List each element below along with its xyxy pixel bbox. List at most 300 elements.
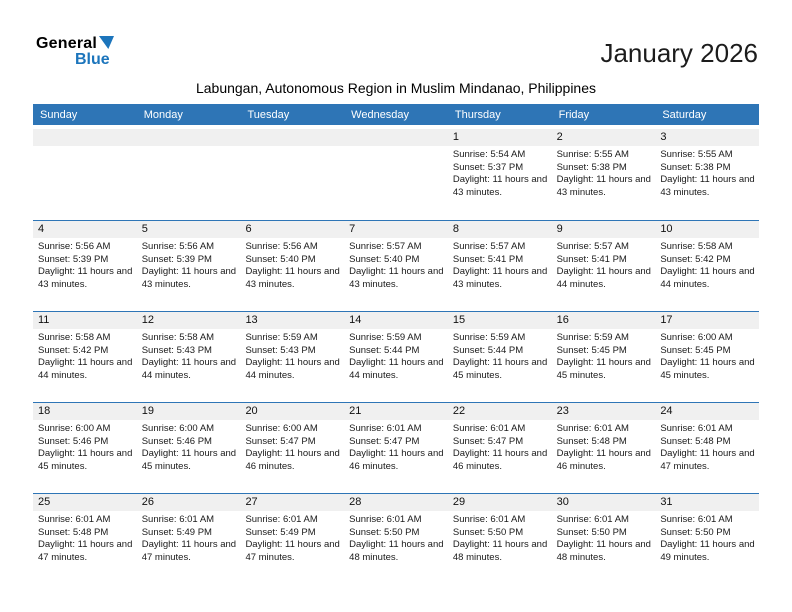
logo-triangle-icon	[99, 36, 114, 49]
day-cell	[655, 312, 759, 402]
day-details	[240, 146, 344, 149]
sunset-line-value: 5:46 PM	[176, 435, 212, 447]
day-number: 11	[33, 312, 137, 329]
sunrise-line-label: Sunrise:	[660, 332, 696, 343]
daylight-line	[557, 266, 653, 291]
sunrise-line-label: Sunrise:	[38, 514, 73, 525]
day-number: 29	[448, 494, 552, 511]
daylight-line-value: 11 hours and 44 minutes.	[349, 357, 444, 381]
day-cell	[448, 221, 552, 311]
daylight-line-label: Daylight:	[452, 266, 490, 277]
week-row	[33, 402, 759, 493]
daylight-line	[557, 357, 653, 382]
day-details	[137, 511, 241, 564]
sunset-line-value: 5:44 PM	[487, 344, 524, 356]
daylight-line-value: 11 hours and 46 minutes.	[452, 448, 548, 472]
daylight-line-value: 11 hours and 44 minutes.	[38, 357, 133, 381]
sunrise-line-label: Sunrise:	[452, 514, 488, 525]
sunrise-line-label: Sunrise:	[556, 514, 592, 525]
week-row	[33, 311, 759, 402]
sunrise-line-label: Sunrise:	[245, 332, 281, 343]
sunset-line	[453, 436, 549, 449]
sunrise-line	[142, 241, 238, 254]
day-details	[655, 420, 759, 473]
sunset-line	[660, 254, 756, 267]
sunset-line-label: Sunset:	[452, 435, 486, 447]
sunset-line-value: 5:37 PM	[487, 161, 524, 173]
day-details	[448, 146, 552, 199]
sunset-line-value: 5:44 PM	[384, 344, 420, 356]
daylight-line-value: 11 hours and 44 minutes.	[245, 357, 340, 381]
sunset-line	[557, 527, 653, 540]
daylight-line-value: 11 hours and 48 minutes.	[452, 539, 548, 563]
sunset-line-label: Sunset:	[452, 253, 486, 265]
sunrise-line	[38, 514, 134, 527]
day-number: 27	[240, 494, 344, 511]
sunrise-line	[142, 423, 238, 436]
day-cell	[240, 312, 344, 402]
weekday-header-saturday: Saturday	[662, 108, 707, 121]
day-number: 21	[344, 403, 448, 420]
day-details	[33, 146, 137, 149]
sunset-line	[349, 345, 445, 358]
sunset-line-label: Sunset:	[556, 344, 589, 356]
sunrise-line-value: 6:01 AM	[697, 514, 733, 525]
sunset-line	[453, 345, 549, 358]
sunset-line	[349, 436, 445, 449]
day-details	[137, 146, 241, 149]
sunset-line	[349, 527, 445, 540]
day-cell	[344, 221, 448, 311]
sunset-line-value: 5:39 PM	[72, 253, 109, 265]
sunset-line	[453, 162, 549, 175]
day-number: 25	[33, 494, 137, 511]
daylight-line	[142, 448, 238, 473]
day-number	[344, 129, 448, 146]
sunset-line	[142, 254, 238, 267]
sunrise-line	[38, 332, 134, 345]
sunrise-line-label: Sunrise:	[556, 423, 592, 434]
sunrise-line	[38, 241, 134, 254]
sunset-line-value: 5:49 PM	[280, 526, 316, 538]
weekday-header-tuesday: Tuesday	[247, 108, 290, 121]
sunrise-line-label: Sunrise:	[245, 514, 281, 525]
sunrise-line	[557, 514, 653, 527]
page-title: January 2026	[600, 38, 758, 68]
day-details	[655, 146, 759, 199]
day-number	[137, 129, 241, 146]
day-details	[240, 511, 344, 564]
sunset-line-label: Sunset:	[141, 344, 174, 356]
weekday-header-row	[33, 104, 759, 125]
day-details	[33, 238, 137, 291]
sunrise-line	[349, 332, 445, 345]
daylight-line	[660, 174, 756, 199]
sunrise-line-value: 6:01 AM	[386, 514, 422, 525]
daylight-line-value: 11 hours and 44 minutes.	[141, 357, 237, 381]
sunrise-line-value: 6:01 AM	[179, 514, 215, 525]
day-cell	[655, 403, 759, 493]
daylight-line-label: Daylight:	[245, 266, 283, 277]
sunrise-line	[349, 514, 445, 527]
sunset-line	[245, 527, 341, 540]
sunset-line-value: 5:41 PM	[487, 253, 524, 265]
sunrise-line-label: Sunrise:	[556, 241, 592, 252]
sunset-line	[557, 162, 653, 175]
daylight-line	[245, 448, 341, 473]
sunset-line-label: Sunset:	[349, 253, 382, 265]
day-details	[552, 146, 656, 199]
day-cell	[655, 129, 759, 220]
day-number: 14	[344, 312, 448, 329]
day-number: 24	[655, 403, 759, 420]
daylight-line-label: Daylight:	[452, 539, 490, 550]
sunrise-line-value: 5:56 AM	[75, 241, 111, 252]
sunrise-line-value: 6:00 AM	[179, 423, 215, 434]
sunrise-line	[245, 514, 341, 527]
day-cell	[344, 403, 448, 493]
sunrise-line-label: Sunrise:	[349, 332, 385, 343]
calendar	[33, 104, 759, 584]
sunset-line	[142, 436, 238, 449]
daylight-line-value: 11 hours and 43 minutes.	[245, 266, 340, 290]
sunrise-line	[557, 241, 653, 254]
sunrise-line	[453, 332, 549, 345]
sunrise-line-value: 6:01 AM	[697, 423, 733, 434]
day-number: 20	[240, 403, 344, 420]
day-details	[33, 511, 137, 564]
daylight-line-label: Daylight:	[452, 174, 490, 185]
daylight-line	[245, 357, 341, 382]
sunrise-line	[557, 149, 653, 162]
daylight-line	[38, 448, 134, 473]
daylight-line	[557, 174, 653, 199]
daylight-line-label: Daylight:	[452, 357, 490, 368]
daylight-line	[660, 448, 756, 473]
sunrise-line	[245, 332, 341, 345]
daylight-line	[660, 539, 756, 564]
sunrise-line	[557, 332, 653, 345]
sunset-line	[660, 162, 756, 175]
sunset-line-value: 5:48 PM	[591, 435, 627, 447]
day-cell	[137, 403, 241, 493]
sunset-line-label: Sunset:	[660, 526, 693, 538]
daylight-line-value: 11 hours and 45 minutes.	[38, 448, 133, 472]
sunrise-line-label: Sunrise:	[660, 514, 696, 525]
day-details	[344, 329, 448, 382]
daylight-line-value: 11 hours and 43 minutes.	[660, 174, 755, 198]
sunrise-line-label: Sunrise:	[141, 423, 177, 434]
daylight-line	[38, 539, 134, 564]
day-number: 28	[344, 494, 448, 511]
empty-day-cell	[240, 129, 344, 220]
daylight-line-label: Daylight:	[38, 539, 75, 550]
daylight-line-value: 11 hours and 43 minutes.	[38, 266, 133, 290]
day-cell	[344, 494, 448, 584]
sunset-line-label: Sunset:	[660, 344, 693, 356]
day-cell	[448, 129, 552, 220]
sunrise-line-value: 6:00 AM	[282, 423, 318, 434]
sunrise-line-value: 5:55 AM	[697, 149, 733, 160]
day-number: 31	[655, 494, 759, 511]
day-details	[552, 238, 656, 291]
day-number: 19	[137, 403, 241, 420]
sunset-line-label: Sunset:	[38, 435, 71, 447]
sunrise-line	[660, 423, 756, 436]
weekday-header-monday: Monday	[143, 108, 183, 121]
sunset-line-value: 5:47 PM	[280, 435, 316, 447]
sunset-line	[660, 527, 756, 540]
sunset-line-label: Sunset:	[452, 161, 486, 173]
sunset-line	[453, 254, 549, 267]
daylight-line	[660, 266, 756, 291]
sunrise-line-value: 6:01 AM	[282, 514, 318, 525]
daylight-line	[349, 448, 445, 473]
day-details	[655, 511, 759, 564]
daylight-line-value: 11 hours and 43 minutes.	[556, 174, 651, 198]
sunset-line	[349, 254, 445, 267]
daylight-line-label: Daylight:	[660, 539, 698, 550]
daylight-line-label: Daylight:	[660, 266, 698, 277]
sunrise-line-label: Sunrise:	[245, 241, 281, 252]
sunset-line-label: Sunset:	[452, 344, 486, 356]
sunset-line-label: Sunset:	[245, 253, 278, 265]
sunset-line-label: Sunset:	[349, 526, 382, 538]
daylight-line	[349, 357, 445, 382]
sunrise-line	[453, 241, 549, 254]
sunset-line	[142, 527, 238, 540]
sunset-line	[660, 345, 756, 358]
logo-row	[36, 36, 114, 52]
sunset-line-value: 5:38 PM	[591, 161, 627, 173]
sunrise-line	[660, 514, 756, 527]
sunset-line-value: 5:46 PM	[72, 435, 109, 447]
sunset-line-value: 5:42 PM	[72, 344, 109, 356]
sunrise-line-label: Sunrise:	[452, 241, 488, 252]
sunrise-line	[245, 423, 341, 436]
daylight-line-value: 11 hours and 48 minutes.	[349, 539, 444, 563]
sunset-line-value: 5:45 PM	[695, 344, 731, 356]
location-subtitle: Labungan, Autonomous Region in Muslim Mindanao, Philippines	[195, 80, 597, 96]
daylight-line-label: Daylight:	[141, 266, 179, 277]
day-cell	[655, 494, 759, 584]
sunrise-line-label: Sunrise:	[141, 332, 177, 343]
logo-text-general: General	[36, 35, 97, 52]
sunset-line-value: 5:43 PM	[176, 344, 212, 356]
daylight-line	[660, 357, 756, 382]
weekday-header-wednesday: Wednesday	[351, 108, 410, 121]
sunset-line-label: Sunset:	[349, 344, 382, 356]
daylight-line	[245, 266, 341, 291]
day-cell	[137, 221, 241, 311]
sunset-line-label: Sunset:	[141, 253, 174, 265]
sunrise-line-label: Sunrise:	[141, 241, 177, 252]
sunrise-line-label: Sunrise:	[556, 332, 592, 343]
weekday-header-friday: Friday	[558, 108, 590, 121]
daylight-line-label: Daylight:	[38, 266, 75, 277]
day-cell	[448, 312, 552, 402]
sunrise-line	[453, 149, 549, 162]
sunset-line-label: Sunset:	[556, 161, 589, 173]
daylight-line	[245, 539, 341, 564]
sunset-line-label: Sunset:	[660, 435, 693, 447]
daylight-line-label: Daylight:	[349, 539, 387, 550]
sunrise-line-value: 5:55 AM	[594, 149, 629, 160]
day-cell	[552, 403, 656, 493]
day-number: 5	[137, 221, 241, 238]
sunrise-line-value: 6:00 AM	[697, 332, 733, 343]
sunset-line	[38, 436, 134, 449]
sunset-line-value: 5:42 PM	[695, 253, 731, 265]
sunset-line	[142, 345, 238, 358]
sunset-line-label: Sunset:	[660, 161, 693, 173]
day-cell	[448, 494, 552, 584]
sunset-line-label: Sunset:	[245, 435, 278, 447]
sunset-line	[245, 345, 341, 358]
sunrise-line	[349, 241, 445, 254]
sunset-line-value: 5:47 PM	[487, 435, 524, 447]
sunrise-line-value: 5:56 AM	[282, 241, 318, 252]
daylight-line-value: 11 hours and 45 minutes.	[452, 357, 548, 381]
daylight-line-label: Daylight:	[245, 448, 283, 459]
daylight-line	[557, 539, 653, 564]
day-details	[137, 420, 241, 473]
sunrise-line-label: Sunrise:	[452, 332, 488, 343]
sunset-line-value: 5:47 PM	[384, 435, 420, 447]
sunset-line-value: 5:50 PM	[487, 526, 524, 538]
daylight-line-value: 11 hours and 43 minutes.	[452, 174, 548, 198]
day-number: 12	[137, 312, 241, 329]
day-number: 17	[655, 312, 759, 329]
sunrise-line-label: Sunrise:	[452, 423, 488, 434]
day-number: 9	[552, 221, 656, 238]
sunrise-line-label: Sunrise:	[141, 514, 177, 525]
sunrise-line-value: 5:57 AM	[490, 241, 526, 252]
sunrise-line	[142, 514, 238, 527]
day-number: 4	[33, 221, 137, 238]
day-number: 23	[552, 403, 656, 420]
sunset-line-value: 5:49 PM	[176, 526, 212, 538]
day-details	[344, 420, 448, 473]
day-number: 3	[655, 129, 759, 146]
daylight-line-label: Daylight:	[141, 539, 179, 550]
empty-day-cell	[33, 129, 137, 220]
day-number	[240, 129, 344, 146]
daylight-line-value: 11 hours and 48 minutes.	[556, 539, 651, 563]
daylight-line-label: Daylight:	[660, 357, 698, 368]
daylight-line	[142, 266, 238, 291]
day-cell	[137, 312, 241, 402]
sunrise-line-label: Sunrise:	[349, 423, 385, 434]
sunset-line-label: Sunset:	[141, 526, 174, 538]
day-details	[552, 511, 656, 564]
day-details	[240, 420, 344, 473]
sunrise-line-label: Sunrise:	[349, 514, 385, 525]
sunset-line-label: Sunset:	[38, 253, 71, 265]
daylight-line-label: Daylight:	[556, 357, 594, 368]
day-cell	[240, 221, 344, 311]
week-row	[33, 493, 759, 584]
week-row	[33, 220, 759, 311]
sunset-line	[245, 254, 341, 267]
logo	[36, 36, 114, 68]
daylight-line-value: 11 hours and 44 minutes.	[660, 266, 755, 290]
sunset-line-label: Sunset:	[556, 253, 589, 265]
day-cell	[655, 221, 759, 311]
sunset-line-value: 5:39 PM	[176, 253, 212, 265]
day-details	[552, 420, 656, 473]
day-details	[344, 146, 448, 149]
sunset-line-label: Sunset:	[452, 526, 486, 538]
day-number: 2	[552, 129, 656, 146]
sunrise-line	[660, 241, 756, 254]
daylight-line-value: 11 hours and 47 minutes.	[141, 539, 237, 563]
sunset-line-value: 5:41 PM	[591, 253, 627, 265]
day-cell	[552, 494, 656, 584]
sunrise-line-value: 5:57 AM	[386, 241, 422, 252]
day-number: 8	[448, 221, 552, 238]
sunrise-line-value: 5:57 AM	[594, 241, 629, 252]
sunrise-line-label: Sunrise:	[349, 241, 385, 252]
daylight-line-label: Daylight:	[349, 357, 387, 368]
sunrise-line-label: Sunrise:	[660, 149, 696, 160]
day-details	[448, 238, 552, 291]
daylight-line	[453, 266, 549, 291]
sunset-line-label: Sunset:	[38, 344, 71, 356]
sunrise-line-value: 5:56 AM	[179, 241, 215, 252]
day-number: 30	[552, 494, 656, 511]
sunrise-line	[142, 332, 238, 345]
day-details	[240, 238, 344, 291]
day-number: 16	[552, 312, 656, 329]
sunrise-line	[453, 514, 549, 527]
sunrise-line-label: Sunrise:	[38, 241, 73, 252]
daylight-line-value: 11 hours and 45 minutes.	[660, 357, 755, 381]
sunset-line-label: Sunset:	[660, 253, 693, 265]
daylight-line-label: Daylight:	[349, 448, 387, 459]
day-details	[448, 511, 552, 564]
sunset-line	[660, 436, 756, 449]
sunrise-line-value: 5:54 AM	[490, 149, 526, 160]
sunrise-line-value: 6:01 AM	[490, 514, 526, 525]
daylight-line-label: Daylight:	[38, 448, 75, 459]
daylight-line	[349, 539, 445, 564]
daylight-line-label: Daylight:	[660, 174, 698, 185]
sunset-line-value: 5:48 PM	[695, 435, 731, 447]
day-number: 7	[344, 221, 448, 238]
sunrise-line-value: 6:00 AM	[75, 423, 111, 434]
day-details	[33, 329, 137, 382]
day-number: 13	[240, 312, 344, 329]
day-number: 26	[137, 494, 241, 511]
sunrise-line-value: 6:01 AM	[490, 423, 526, 434]
empty-day-cell	[344, 129, 448, 220]
sunrise-line	[660, 149, 756, 162]
daylight-line-label: Daylight:	[452, 448, 490, 459]
day-details	[448, 420, 552, 473]
daylight-line-label: Daylight:	[245, 357, 283, 368]
daylight-line-label: Daylight:	[38, 357, 75, 368]
day-number: 22	[448, 403, 552, 420]
sunset-line-value: 5:48 PM	[72, 526, 109, 538]
day-details	[137, 238, 241, 291]
sunset-line	[38, 527, 134, 540]
sunset-line-value: 5:40 PM	[280, 253, 316, 265]
sunset-line-label: Sunset:	[349, 435, 382, 447]
daylight-line	[453, 448, 549, 473]
sunrise-line-value: 5:59 AM	[594, 332, 629, 343]
day-details	[33, 420, 137, 473]
